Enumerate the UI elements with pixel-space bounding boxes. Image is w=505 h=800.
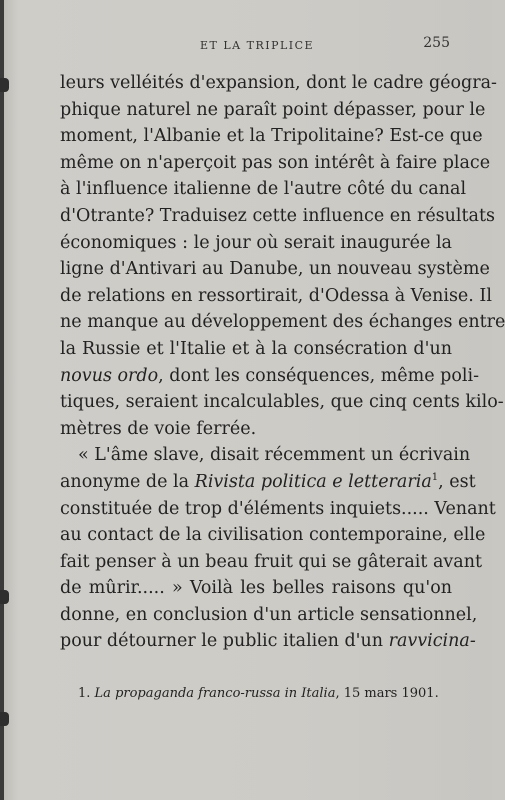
text-line	[60, 602, 478, 629]
line-text: ligne d'Antivari au Danube, un nouveau système	[60, 259, 490, 280]
binding-mark	[0, 590, 9, 604]
line-text: leurs velléités d'expansion, dont le cadre géogra-	[60, 73, 497, 93]
line-text: phique naturel ne paraît point dépasser, pour le	[60, 99, 486, 120]
line-text: moment, l'Albanie et la Tripolitaine? Est-ce que	[60, 126, 483, 147]
line-text: au contact de la civilisation contemporaine, elle	[60, 525, 486, 546]
text-line	[60, 230, 452, 257]
line-text: , est	[438, 471, 476, 492]
text-line	[60, 389, 504, 416]
text-line	[60, 469, 476, 496]
text-line	[60, 575, 452, 602]
footnote	[78, 686, 458, 701]
text-line	[60, 496, 496, 523]
line-text: économiques : le jour où serait inaugurée la	[60, 232, 452, 253]
text-line	[60, 70, 497, 97]
footnote-number: 1.	[78, 686, 91, 701]
line-text: de mûrir..... » Voilà les belles raisons qu'on	[60, 578, 452, 599]
text-line	[60, 628, 476, 655]
binding-mark	[0, 78, 9, 92]
footnote-date: , 15 mars 1901.	[335, 686, 439, 701]
line-text: mètres de voie ferrée.	[60, 418, 257, 439]
line-text: fait penser à un beau fruit qui se gâterait avant	[60, 551, 483, 572]
line-text: , dont les conséquences, même poli-	[158, 365, 480, 386]
italic-title: Rivista politica e letteraria	[194, 471, 432, 492]
text-line	[60, 416, 452, 443]
text-line	[60, 283, 492, 310]
text-line	[60, 123, 483, 150]
page-header	[60, 35, 450, 55]
text-line	[60, 309, 505, 336]
text-line	[60, 336, 452, 363]
text-line	[60, 176, 467, 203]
line-text: à l'influence italienne de l'autre côté du canal	[60, 179, 467, 200]
binding-mark	[0, 712, 9, 726]
text-line	[60, 549, 483, 576]
footnote-reference[interactable]: 1	[431, 472, 439, 484]
text-line	[60, 256, 490, 283]
text-line	[60, 522, 486, 549]
text-line	[60, 203, 495, 230]
line-text: donne, en conclusion d'un article sensationnel,	[60, 604, 478, 625]
page-number: 255	[423, 35, 450, 51]
line-text: la Russie et l'Italie et à la consécration d'un	[60, 338, 452, 359]
text-line	[60, 150, 491, 177]
line-text: « L'âme slave, disait récemment un écrivain	[78, 445, 471, 466]
line-text: tiques, seraient incalculables, que cinq cents kilo-	[60, 392, 504, 413]
line-text: même on n'aperçoit pas son intérêt à faire place	[60, 152, 491, 173]
text-line	[60, 97, 486, 124]
line-text: de relations en ressortirait, d'Odessa à Venise. Il	[60, 285, 492, 306]
italic-title: ravvicina-	[388, 631, 476, 652]
line-text: ne manque au développement des échanges entre	[60, 312, 505, 333]
line-text: pour détourner le public italien d'un	[60, 631, 389, 652]
text-line	[60, 363, 480, 390]
page-spine-edge	[0, 0, 4, 800]
footnote-title: La propaganda franco-russa in Italia	[94, 686, 336, 701]
text-line	[60, 442, 471, 469]
running-head: ET LA TRIPLICE	[200, 39, 315, 52]
italic-title: novus ordo	[60, 365, 159, 386]
line-text: anonyme de la	[60, 471, 195, 492]
line-text: constituée de trop d'éléments inquiets..... Venant	[60, 498, 496, 519]
line-text: d'Otrante? Traduisez cette influence en résultats	[60, 205, 495, 226]
body-text	[60, 70, 505, 655]
